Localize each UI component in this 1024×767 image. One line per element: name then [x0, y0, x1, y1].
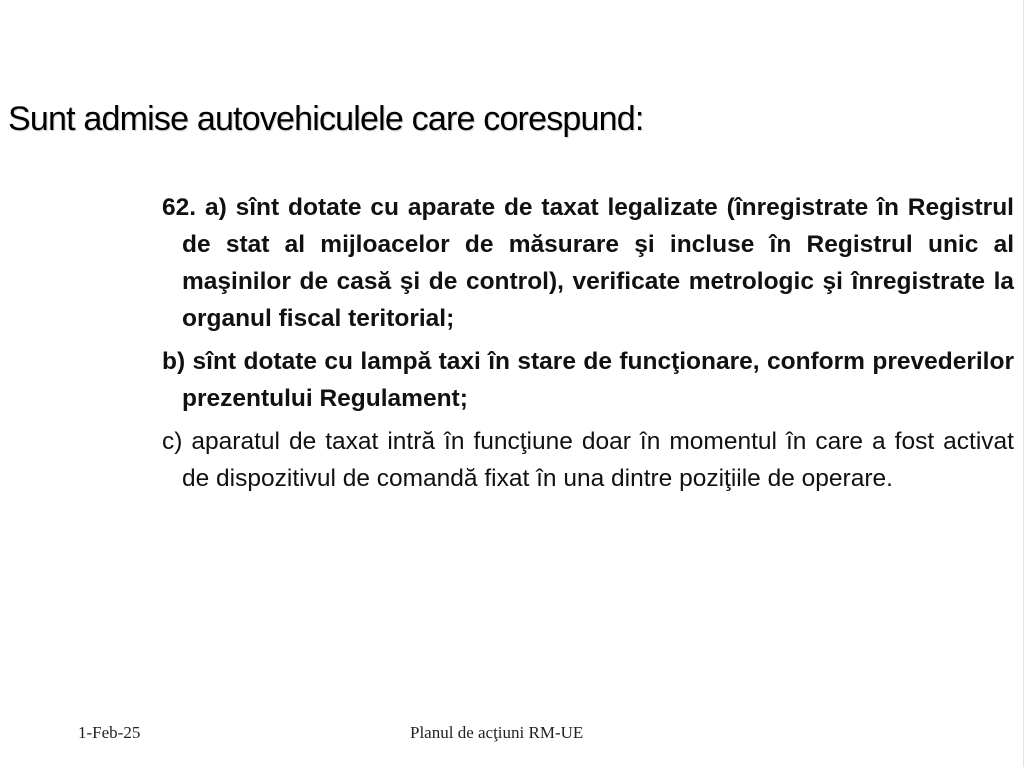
slide-title: Sunt admise autovehiculele care corespund:: [8, 100, 644, 138]
paragraph-b: b) sînt dotate cu lampă taxi în stare de funcţionare, conform prevederilor prezentului Regulament;: [162, 348, 1014, 412]
paragraph-62a: 62. a) sînt dotate cu aparate de taxat legalizate (înregistrate în Registrul de stat al mijloacelor de măsurare şi incluse în Registrul unic al maşinilor de casă şi de control), verificate metrologic şi înregistrate la organul fiscal teritorial;: [162, 194, 1014, 332]
footer-date: 1-Feb-25: [78, 723, 141, 742]
paragraph-c: c) aparatul de taxat intră în funcţiune doar în momentul în care a fost activat de dispozitivul de comandă fixat în una dintre poziţiile de operare.: [162, 428, 1014, 492]
footer-title: Planul de acţiuni RM-UE: [410, 723, 584, 742]
slide-body: [160, 189, 1014, 503]
